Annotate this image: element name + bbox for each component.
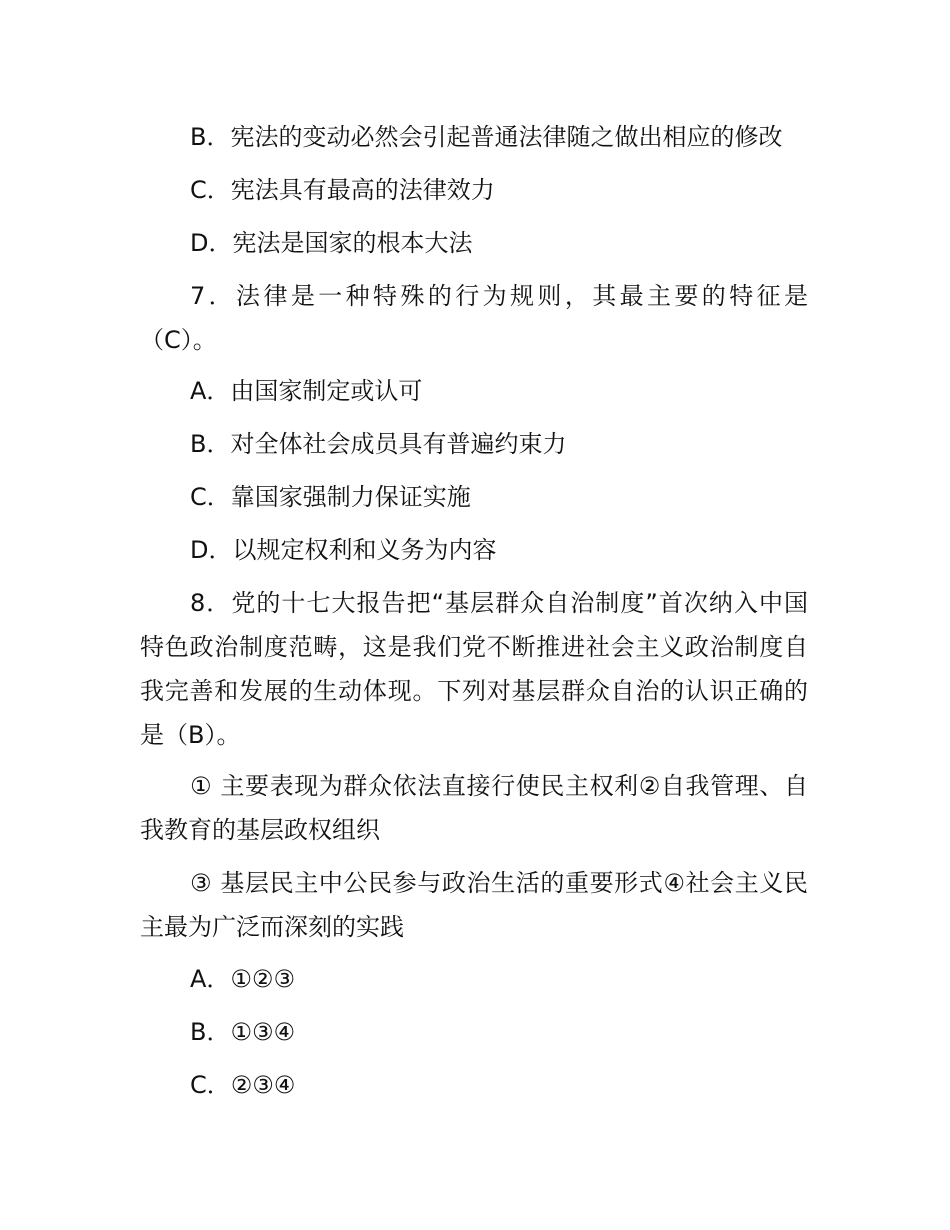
- option-b-q7: B．对全体社会成员具有普遍约束力: [190, 430, 567, 458]
- option-b-q8: B．①③④: [190, 1018, 296, 1046]
- option-a-q8: A．①②③: [190, 965, 295, 993]
- statement-1-2-line-2: 我教育的基层政权组织: [140, 816, 380, 844]
- option-c-q6: C．宪法具有最高的法律效力: [190, 176, 495, 204]
- question-8-line-3: 我完善和发展的生动体现。下列对基层群众自治的认识正确的: [140, 677, 808, 705]
- question-7-line-2: （C）。: [140, 326, 217, 354]
- statement-1-2-line-1: ① 主要表现为群众依法直接行使民主权利②自我管理、自: [190, 772, 808, 800]
- statement-3-4-line-1: ③ 基层民主中公民参与政治生活的重要形式④社会主义民: [190, 869, 808, 897]
- statement-3-4-line-2: 主最为广泛而深刻的实践: [140, 913, 404, 941]
- question-7-line-1: 7．法律是一种特殊的行为规则，其最主要的特征是: [190, 282, 808, 310]
- option-a-q7: A．由国家制定或认可: [190, 377, 423, 405]
- option-d-q6: D．宪法是国家的根本大法: [190, 229, 473, 257]
- question-8-line-4: 是（B）。: [140, 721, 241, 749]
- option-d-q7: D．以规定权利和义务为内容: [190, 536, 497, 564]
- option-c-q8: C．②③④: [190, 1071, 296, 1099]
- option-c-q7: C．靠国家强制力保证实施: [190, 483, 471, 511]
- question-8-line-1: 8．党的十七大报告把“基层群众自治制度”首次纳入中国: [190, 589, 808, 617]
- option-b-q6: B．宪法的变动必然会引起普通法律随之做出相应的修改: [190, 123, 783, 151]
- question-8-line-2: 特色政治制度范畴，这是我们党不断推进社会主义政治制度自: [140, 633, 808, 661]
